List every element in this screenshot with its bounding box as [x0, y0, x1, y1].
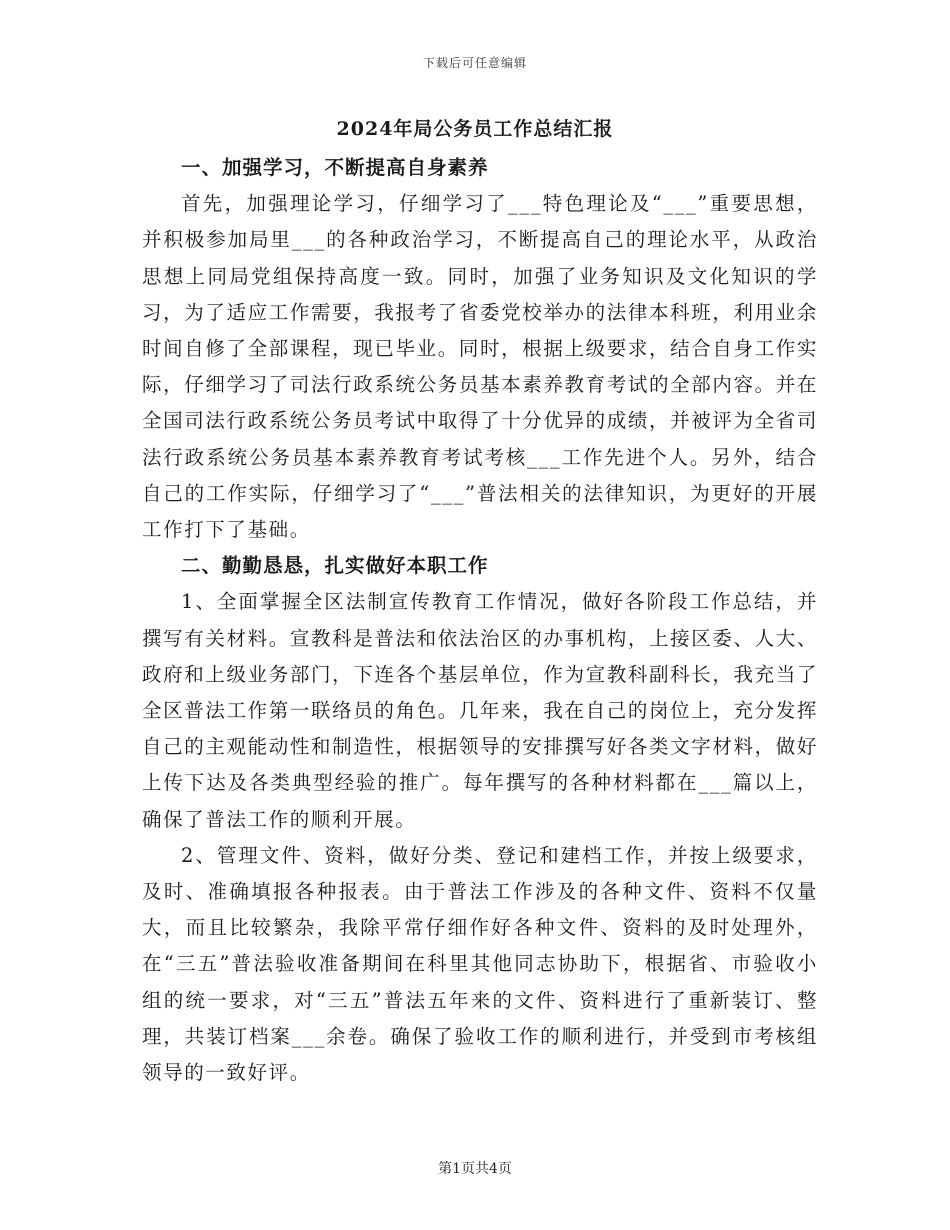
page-header-note: 下载后可任意编辑	[422, 56, 527, 70]
paragraph: 首先，加强理论学习，仔细学习了___特色理论及“___”重要思想，并积极参加局里___的各种政治学习，不断提高自己的理论水平，从政治思想上同局党组保持高度一致。同时，加强了业务知识及文化知识的学习，为了适应工作需要，我报考了省委党校举办的法律本科班，利用业余时间自修了全部课程，现已毕业。同时，根据上级要求，结合自身工作实际，仔细学习了司法行政系统公务员基本素养教育考试的全部内容。并在全国司法行政系统公务员考试中取得了十分优异的成绩，并被评为全省司法行政系统公务员基本素养教育考试考核___工作先进个人。另外，结合自己的工作实际，仔细学习了“___”普法相关的法律知识，为更好的开展工作打下了基础。	[142, 192, 818, 542]
section-heading: 二、勤勤恳恳，扎实做好本职工作	[181, 554, 489, 578]
document-body	[142, 150, 818, 1091]
section-2	[142, 548, 818, 1091]
page-footer-indicator: 第1页共4页	[438, 1161, 512, 1177]
section-1	[142, 150, 818, 548]
section-heading: 一、加强学习，不断提高自身素养	[181, 156, 489, 179]
paragraph: 1、全面掌握全区法制宣传教育工作情况，做好各阶段工作总结，并撰写有关材料。宣教科是普法和依法治区的办事机构，上接区委、人大、政府和上级业务部门，下连各个基层单位，作为宣教科副科长，我充当了全区普法工作第一联络员的角色。几年来，我在自己的岗位上，充分发挥自己的主观能动性和制造性，根据领导的安排撰写好各类文字材料，做好上传下达及各类典型经验的推广。每年撰写的各种材料都在___篇以上，确保了普法工作的顺利开展。	[142, 590, 818, 831]
document-title: 2024年局公务员工作总结汇报	[336, 118, 614, 140]
paragraph: 2、管理文件、资料，做好分类、登记和建档工作，并按上级要求，及时、准确填报各种报表。由于普法工作涉及的各种文件、资料不仅量大，而且比较繁杂，我除平常仔细作好各种文件、资料的及时处理外，在“三五”普法验收准备期间在科里其他同志协助下，根据省、市验收小组的统一要求，对“三五”普法五年来的文件、资料进行了重新装订、整理，共装订档案___余卷。确保了验收工作的顺利进行，并受到市考核组领导的一致好评。	[142, 843, 818, 1085]
